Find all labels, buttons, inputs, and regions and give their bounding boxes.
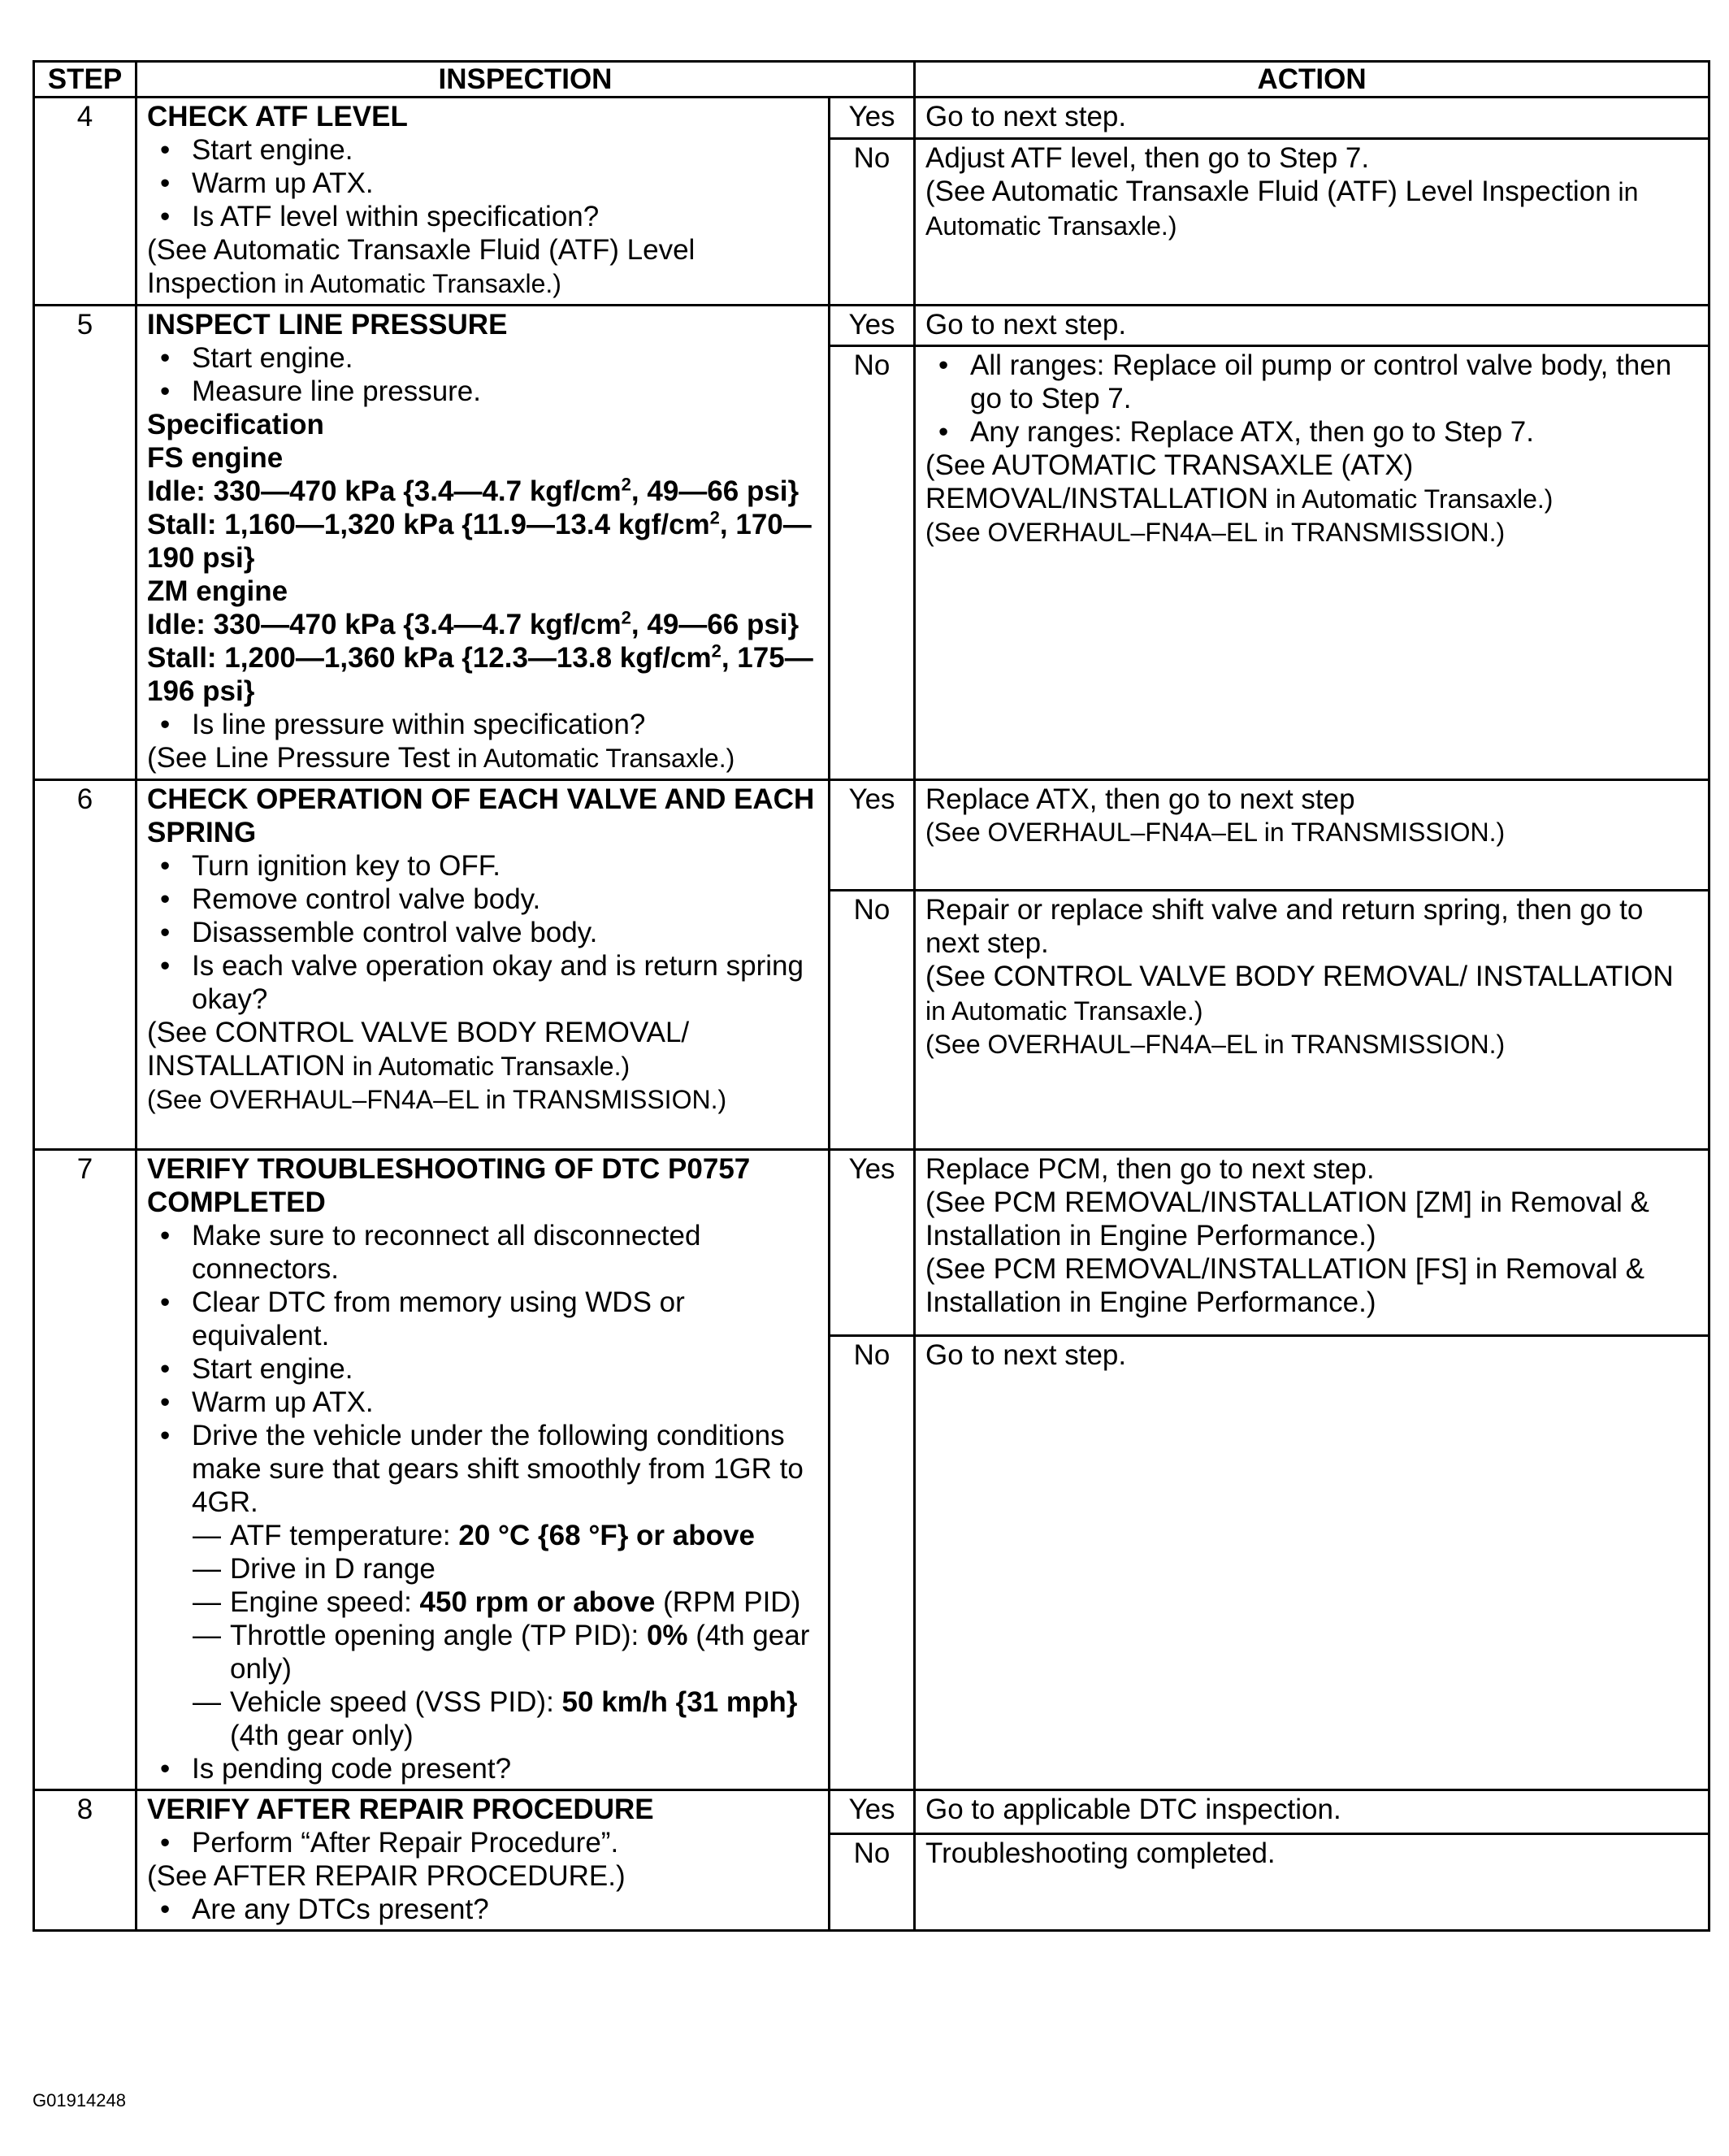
reference-location: in Removal & Installation in Engine Performance.): [925, 1186, 1649, 1252]
condition-value: 0%: [646, 1620, 688, 1651]
yes-label: Yes: [830, 306, 915, 346]
step-number: 4: [34, 98, 136, 306]
bullet-item: • Start engine.: [147, 341, 818, 375]
condition-note: (4th gear only): [230, 1620, 810, 1685]
no-label: No: [830, 1834, 915, 1931]
spec-value-part: , 49—66 psi}: [630, 475, 800, 507]
step-4-yes-row: [34, 98, 1710, 139]
bullet-item: • Warm up ATX.: [147, 1386, 818, 1419]
condition-text: Drive in D range: [230, 1553, 436, 1585]
condition-item: [147, 1619, 818, 1685]
no-action: Troubleshooting completed.: [915, 1834, 1710, 1931]
step-number: 7: [34, 1150, 136, 1790]
no-label: No: [830, 1336, 915, 1790]
no-action: Go to next step.: [915, 1336, 1710, 1790]
spec-value: [147, 508, 818, 575]
bullet-item: • Clear DTC from memory using WDS or equivalent.: [147, 1286, 818, 1352]
header-action: ACTION: [915, 62, 1710, 98]
bullet-list: [147, 849, 818, 1016]
condition-item: [147, 1552, 818, 1586]
action-text: Adjust ATF level, then go to Step 7.: [925, 142, 1370, 175]
condition-text: Throttle opening angle (TP PID):: [230, 1620, 647, 1651]
inspection-cell: [136, 98, 830, 306]
bullet-item: • Drive the vehicle under the following conditions make sure that gears shift smoothly from 1GR to 4GR.: [147, 1419, 818, 1519]
reference-title: (See CONTROL VALVE BODY REMOVAL/ INSTALLATION: [147, 1017, 690, 1082]
reference-note: [925, 1252, 1698, 1319]
reference-note: (See OVERHAUL–FN4A–EL in TRANSMISSION.): [925, 518, 1506, 547]
inspection-cell: [136, 780, 830, 1150]
inspection-cell: [136, 1150, 830, 1790]
reference-title: (See PCM REMOVAL/INSTALLATION [FS]: [925, 1253, 1468, 1285]
condition-note: (RPM PID): [655, 1586, 801, 1618]
reference-location: in Automatic Transaxle.): [925, 177, 1639, 241]
condition-value: 450 rpm or above: [419, 1586, 656, 1618]
reference-location: in Automatic Transaxle.): [1268, 484, 1554, 514]
no-action: [915, 346, 1710, 780]
reference-location: in Automatic Transaxle.): [344, 1052, 630, 1081]
reference-title: (See Automatic Transaxle Fluid (ATF) Level Inspection: [925, 176, 1611, 208]
header-step: STEP: [34, 62, 136, 98]
header-inspection: INSPECTION: [136, 62, 915, 98]
inspection-cell: [136, 1790, 830, 1931]
bullet-item: • Is each valve operation okay and is return spring okay?: [147, 949, 818, 1016]
bullet-item: • Is pending code present?: [147, 1752, 818, 1785]
bullet-list: [147, 133, 818, 233]
no-label: No: [830, 346, 915, 780]
reference-title: (See AUTOMATIC TRANSAXLE (ATX) REMOVAL/INSTALLATION: [925, 449, 1414, 514]
bullet-list: [147, 708, 818, 741]
yes-label: Yes: [830, 1790, 915, 1834]
bullet-item: • Make sure to reconnect all disconnected connectors.: [147, 1219, 818, 1286]
condition-item: [147, 1586, 818, 1619]
condition-list: [147, 1519, 818, 1752]
action-text: Repair or replace shift valve and return spring, then go to next step.: [925, 894, 1644, 959]
bullet-item: • Any ranges: Replace ATX, then go to Step 7.: [925, 415, 1698, 449]
superscript: 2: [621, 607, 631, 628]
inspection-cell: [136, 306, 830, 780]
reference-location: in Automatic Transaxle.): [925, 996, 1203, 1026]
engine-label: FS engine: [147, 442, 284, 474]
spec-label: Specification: [147, 409, 324, 440]
yes-action: Go to applicable DTC inspection.: [915, 1790, 1710, 1834]
reference-note: [147, 233, 818, 301]
spec-value-part: , 175—196 psi}: [147, 642, 813, 707]
condition-value: 50 km/h {31 mph}: [561, 1686, 798, 1718]
bullet-item: • Perform “After Repair Procedure”.: [147, 1826, 818, 1859]
figure-id: G01914248: [32, 2090, 126, 2110]
reference-note: (See OVERHAUL–FN4A–EL in TRANSMISSION.): [147, 1085, 727, 1114]
yes-action: Go to next step.: [915, 306, 1710, 346]
condition-item: [147, 1685, 818, 1752]
bullet-list: [147, 1219, 818, 1519]
bullet-item: • Warm up ATX.: [147, 167, 818, 200]
action-text: Replace ATX, then go to next step: [925, 783, 1355, 815]
reference-note: [925, 449, 1698, 516]
bullet-list: [147, 1752, 818, 1785]
step-5-yes-row: [34, 306, 1710, 346]
step-title: INSPECT LINE PRESSURE: [147, 309, 508, 341]
reference-location: in Automatic Transaxle.): [449, 744, 735, 773]
bullet-list: [147, 1893, 818, 1926]
bullet-item: • Disassemble control valve body.: [147, 916, 818, 949]
step-title: CHECK OPERATION OF EACH VALVE AND EACH SPRING: [147, 783, 815, 848]
reference-location: in Automatic Transaxle.): [276, 269, 561, 298]
yes-action: [915, 780, 1710, 891]
condition-value: 20 °C {68 °F} or above: [458, 1520, 755, 1551]
reference-note: [147, 741, 818, 775]
spec-value: [147, 608, 818, 641]
spec-value-part: Stall: 1,160—1,320 kPa {11.9—13.4 kgf/cm: [147, 509, 710, 540]
step-title: VERIFY AFTER REPAIR PROCEDURE: [147, 1794, 654, 1825]
reference-title: (See CONTROL VALVE BODY REMOVAL/ INSTALLATION: [925, 961, 1674, 992]
condition-text: ATF temperature:: [230, 1520, 459, 1551]
bullet-item: • Start engine.: [147, 1352, 818, 1386]
condition-note: (4th gear only): [230, 1720, 414, 1751]
spec-value-part: Idle: 330—470 kPa {3.4—4.7 kgf/cm: [147, 609, 622, 640]
no-label: No: [830, 891, 915, 1150]
step-8-yes-row: [34, 1790, 1710, 1834]
bullet-list: [147, 341, 818, 408]
yes-action: Go to next step.: [915, 98, 1710, 139]
reference-note: (See AFTER REPAIR PROCEDURE.): [147, 1860, 626, 1892]
superscript: 2: [621, 474, 631, 495]
step-number: 6: [34, 780, 136, 1150]
reference-note: (See OVERHAUL–FN4A–EL in TRANSMISSION.): [925, 1030, 1506, 1059]
bullet-item: • Are any DTCs present?: [147, 1893, 818, 1926]
reference-location: in Removal & Installation in Engine Performance.): [925, 1253, 1644, 1318]
yes-action: [915, 1150, 1710, 1336]
step-title: CHECK ATF LEVEL: [147, 101, 408, 132]
yes-label: Yes: [830, 1150, 915, 1336]
action-text: Replace PCM, then go to next step.: [925, 1153, 1375, 1185]
reference-note: [147, 1016, 818, 1083]
reference-note: (See OVERHAUL–FN4A–EL in TRANSMISSION.): [925, 818, 1506, 847]
condition-item: [147, 1519, 818, 1552]
step-number: 5: [34, 306, 136, 780]
step-number: 8: [34, 1790, 136, 1931]
bullet-item: • Start engine.: [147, 133, 818, 167]
reference-title: (See Line Pressure Test: [147, 742, 450, 774]
spec-value: [147, 641, 818, 708]
step-title: VERIFY TROUBLESHOOTING OF DTC P0757 COMPLETED: [147, 1153, 751, 1218]
spec-value-part: , 49—66 psi}: [630, 609, 800, 640]
bullet-item: • Is ATF level within specification?: [147, 200, 818, 233]
bullet-item: • Is line pressure within specification?: [147, 708, 818, 741]
superscript: 2: [709, 507, 720, 528]
bullet-item: • Turn ignition key to OFF.: [147, 849, 818, 883]
condition-text: Engine speed:: [230, 1586, 420, 1618]
reference-title: (See PCM REMOVAL/INSTALLATION [ZM]: [925, 1186, 1472, 1218]
header-row: [34, 62, 1710, 98]
yes-label: Yes: [830, 780, 915, 891]
reference-note: [925, 960, 1698, 1028]
no-label: No: [830, 139, 915, 306]
bullet-list: [147, 1826, 818, 1859]
no-action: [915, 139, 1710, 306]
yes-label: Yes: [830, 98, 915, 139]
spec-value: [147, 475, 818, 508]
engine-label: ZM engine: [147, 575, 288, 607]
spec-value-part: , 170—190 psi}: [147, 509, 812, 574]
reference-title: (See Automatic Transaxle Fluid (ATF) Level Inspection: [147, 234, 696, 299]
bullet-item: • Measure line pressure.: [147, 375, 818, 408]
reference-note: [925, 175, 1698, 243]
superscript: 2: [711, 640, 722, 662]
spec-value-part: Idle: 330—470 kPa {3.4—4.7 kgf/cm: [147, 475, 622, 507]
bullet-item: • All ranges: Replace oil pump or control valve body, then go to Step 7.: [925, 349, 1698, 415]
bullet-list: [925, 349, 1698, 449]
step-6-yes-row: [34, 780, 1710, 891]
procedure-table: [32, 60, 1710, 1932]
reference-note: [925, 1186, 1698, 1252]
step-7-yes-row: [34, 1150, 1710, 1336]
bullet-item: • Remove control valve body.: [147, 883, 818, 916]
spec-value-part: Stall: 1,200—1,360 kPa {12.3—13.8 kgf/cm: [147, 642, 712, 674]
condition-text: Vehicle speed (VSS PID):: [230, 1686, 562, 1718]
no-action: [915, 891, 1710, 1150]
